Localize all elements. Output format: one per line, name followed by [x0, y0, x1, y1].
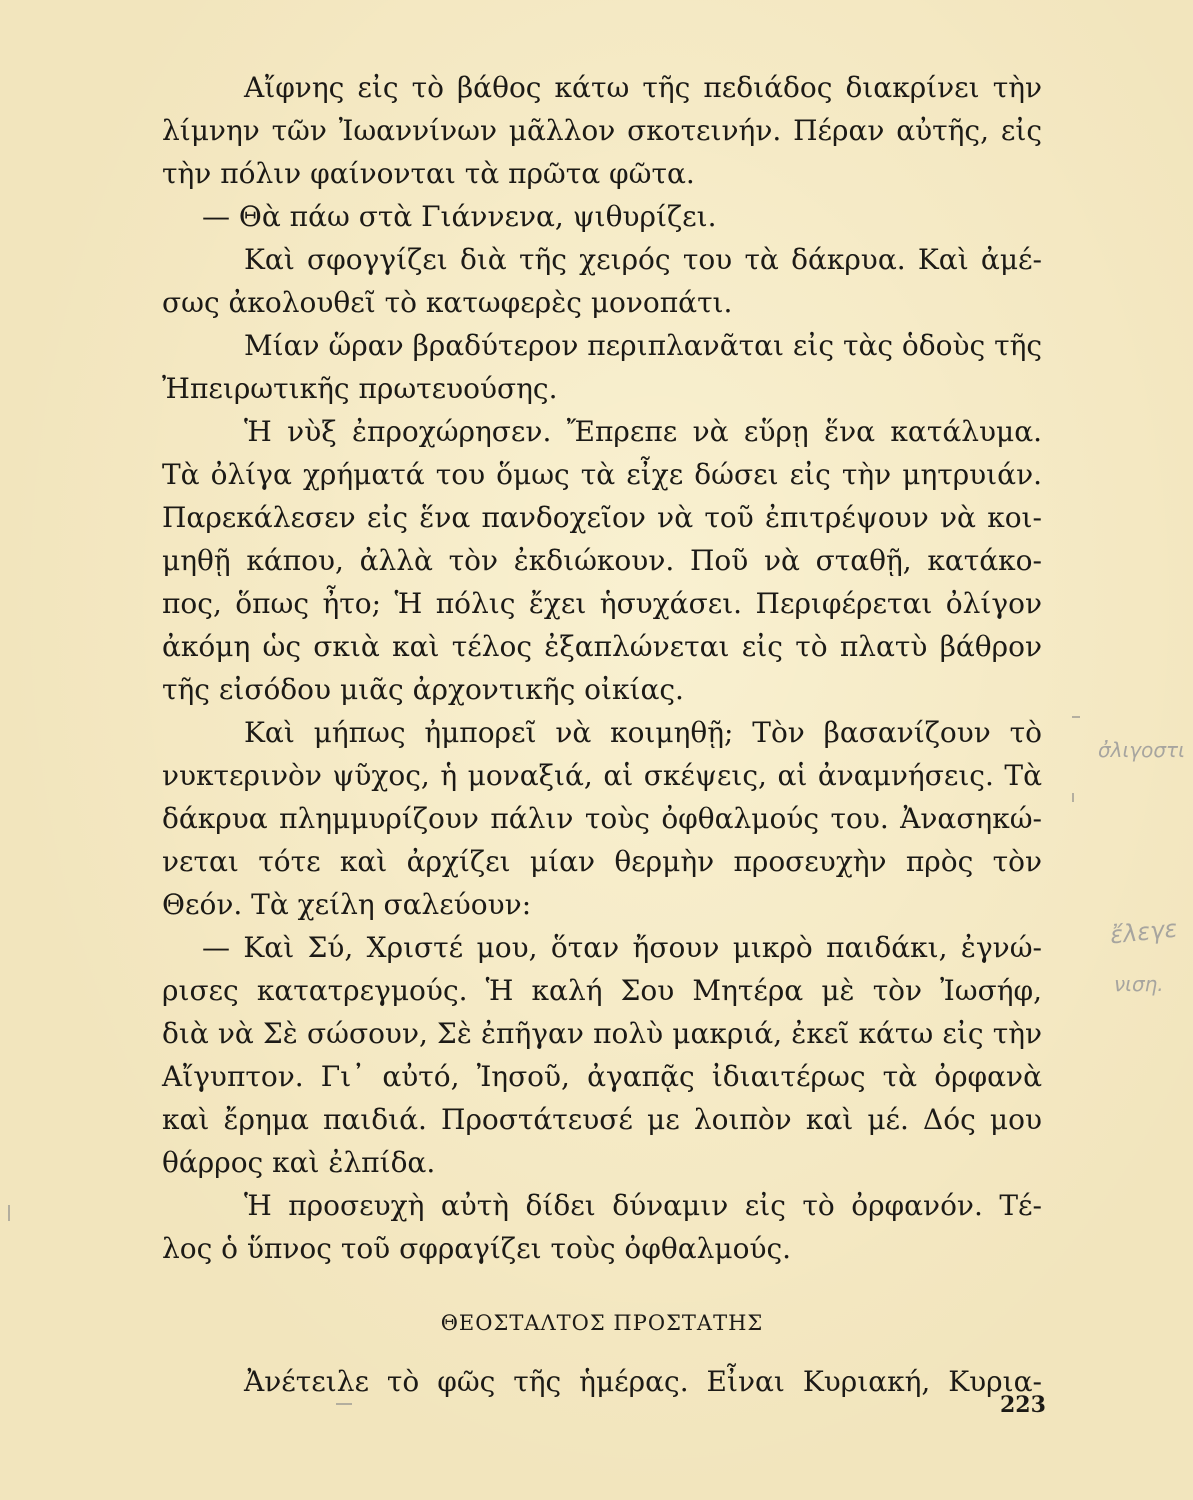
text-line: θάρρος καὶ ἐλπίδα. — [162, 1146, 436, 1179]
text-line: — Καὶ Σύ, Χριστέ μου, ὅταν ἤσουν μικρὸ παιδάκι, ἐγνώ- — [202, 931, 1042, 964]
text-line: καὶ ἔρημα παιδιά. Προστάτευσέ με λοιπὸν καὶ μέ. Δός μου — [162, 1103, 1042, 1136]
text-line: Ἠπειρωτικῆς πρωτευούσης. — [162, 372, 558, 405]
text-line: Παρεκάλεσεν εἰς ἕνα πανδοχεῖον νὰ τοῦ ἐπιτρέψουν νὰ κοι- — [162, 501, 1042, 534]
text-line: νυκτερινὸν ψῦχος, ἡ μοναξιά, αἱ σκέψεις, αἱ ἀναμνήσεις. Τὰ — [162, 759, 1042, 792]
text-line: τῆς εἰσόδου μιᾶς ἀρχοντικῆς οἰκίας. — [162, 673, 684, 706]
pencil-mark — [1072, 716, 1080, 718]
text-line: Καὶ σφογγίζει διὰ τῆς χειρός του τὰ δάκρυα. Καὶ ἀμέ- — [244, 243, 1042, 276]
text-line: Θεόν. Τὰ χείλη σαλεύουν: — [162, 888, 532, 921]
margin-note: σ̓λιγοστι — [1098, 738, 1185, 762]
text-line: — Θὰ πάω στὰ Γιάννενα, ψιθυρίζει. — [202, 200, 717, 233]
pencil-mark — [1072, 793, 1074, 802]
text-line: διὰ νὰ Σὲ σώσουν, Σὲ ἐπῆγαν πολὺ μακριά, ἐκεῖ κάτω εἰς τὴν — [162, 1017, 1042, 1050]
margin-note: νιση. — [1114, 972, 1164, 996]
text-line: ρισες κατατρεγμούς. Ἡ καλή Σου Μητέρα μὲ τὸν Ἰωσήφ, — [162, 974, 1042, 1007]
margin-note: ἔλεγε — [1108, 914, 1179, 950]
page-number: 223 — [1000, 1392, 1046, 1418]
text-line: δάκρυα πλημμυρίζουν πάλιν τοὺς ὀφθαλμούς του. Ἀνασηκώ- — [162, 802, 1042, 835]
text-line: Αἴφνης εἰς τὸ βάθος κάτω τῆς πεδιάδος διακρίνει τὴν — [244, 71, 1042, 104]
text-line: Καὶ μήπως ἠμπορεῖ νὰ κοιμηθῇ; Τὸν βασανίζουν τὸ — [244, 716, 1042, 749]
pencil-mark — [8, 1205, 10, 1221]
text-line: Ἡ προσευχὴ αὐτὴ δίδει δύναμιν εἰς τὸ ὀρφανόν. Τέ- — [244, 1189, 1042, 1222]
text-line: λίμνην τῶν Ἰωαννίνων μᾶλλον σκοτεινήν. Πέραν αὐτῆς, εἰς — [162, 114, 1042, 147]
text-line: μηθῇ κάπου, ἀλλὰ τὸν ἐκδιώκουν. Ποῦ νὰ σταθῇ, κατάκο- — [162, 544, 1042, 577]
text-line: λος ὁ ὕπνος τοῦ σφραγίζει τοὺς ὀφθαλμούς. — [162, 1232, 792, 1265]
text-line: Ἡ νὺξ ἐπροχώρησεν. Ἔπρεπε νὰ εὕρῃ ἕνα κατάλυμα. — [244, 415, 1042, 448]
text-line: ἀκόμη ὡς σκιὰ καὶ τέλος ἐξαπλώνεται εἰς τὸ πλατὺ βάθρον — [162, 630, 1042, 663]
text-line: Τὰ ὀλίγα χρήματά του ὅμως τὰ εἶχε δώσει εἰς τὴν μητρυιάν. — [162, 458, 1042, 491]
pencil-mark — [336, 1403, 352, 1405]
text-line: Μίαν ὥραν βραδύτερον περιπλανᾶται εἰς τὰς ὁδοὺς τῆς — [244, 329, 1043, 362]
text-line: νεται τότε καὶ ἀρχίζει μίαν θερμὴν προσευχὴν πρὸς τὸν — [162, 845, 1042, 878]
text-line: Ἀνέτειλε τὸ φῶς τῆς ἡμέρας. Εἶναι Κυριακή, Κυρια- — [244, 1365, 1042, 1398]
text-line: τὴν πόλιν φαίνονται τὰ πρῶτα φῶτα. — [162, 157, 695, 190]
section-heading: ΘΕΟΣΤΑΛΤΟΣ ΠΡΟΣΤΑΤΗΣ — [440, 1311, 764, 1335]
text-line: πος, ὅπως ἦτο; Ἡ πόλις ἔχει ἡσυχάσει. Περιφέρεται ὀλίγον — [162, 587, 1042, 620]
text-line: Αἴγυπτον. Γι᾿ αὐτό, Ἰησοῦ, ἀγαπᾷς ἰδιαιτέρως τὰ ὀρφανὰ — [162, 1060, 1042, 1093]
text-line: σως ἀκολουθεῖ τὸ κατωφερὲς μονοπάτι. — [162, 286, 733, 319]
